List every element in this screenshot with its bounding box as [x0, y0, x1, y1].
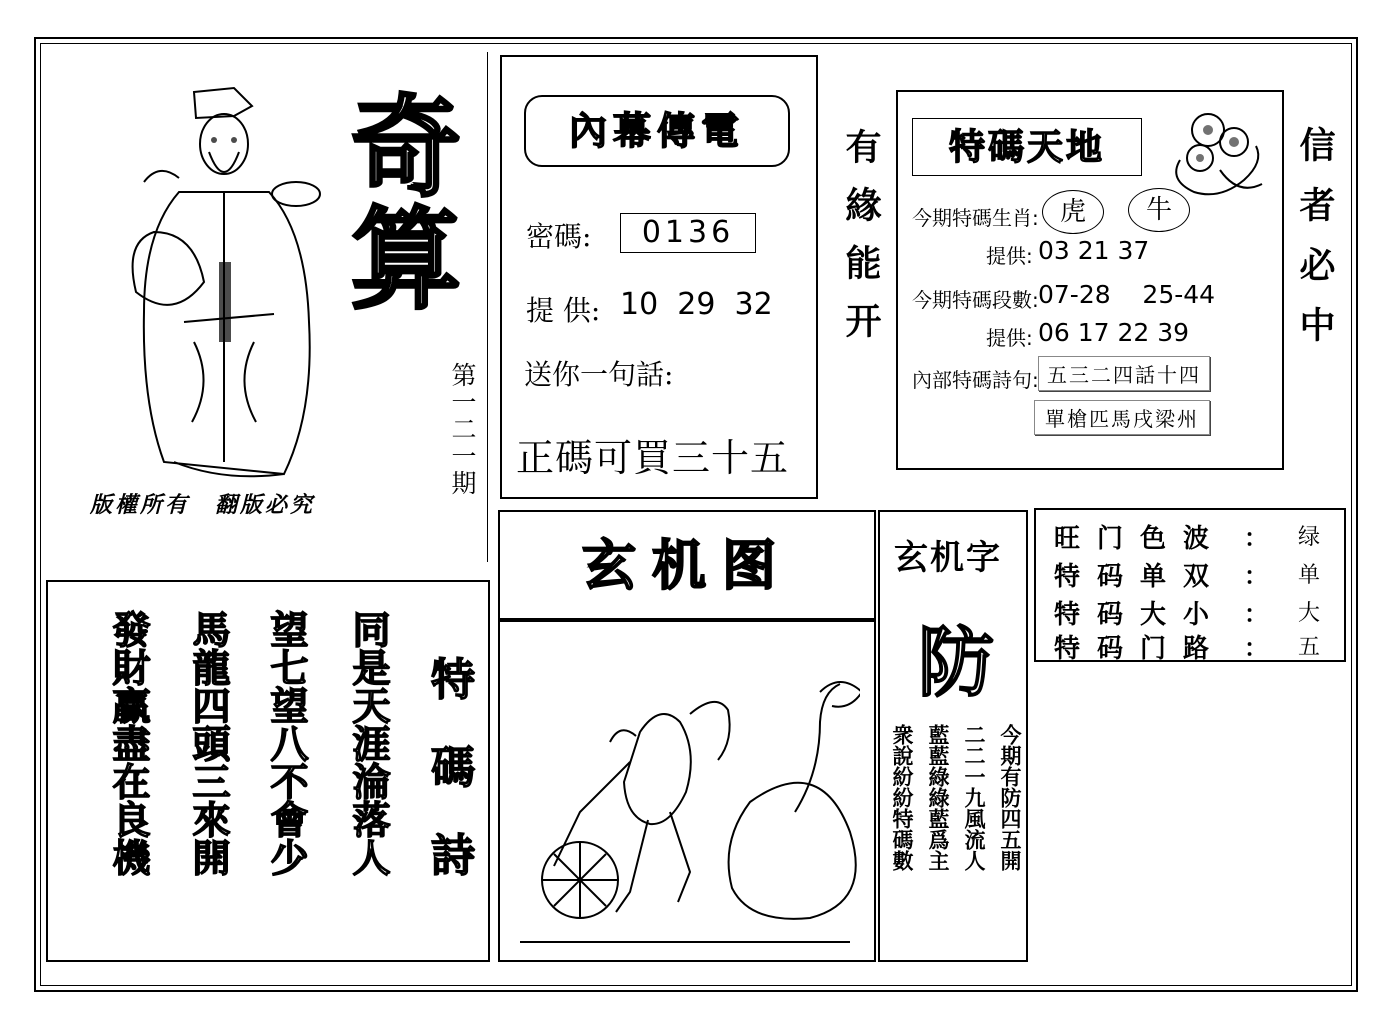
tema-poem-line-2: 單槍匹馬戌梁州: [1034, 400, 1210, 435]
segment-provide-label: 提供:: [986, 326, 1033, 350]
xuanji-tu-picture-panel: [498, 620, 876, 962]
zodiac-1: 虎: [1059, 197, 1086, 227]
zodiac-provide-numbers: 03 21 37: [1038, 236, 1150, 265]
xuanji-zi-char: 防: [918, 618, 994, 707]
xuanji-tu-title-panel: [498, 510, 876, 620]
fortune-god-illustration: [84, 82, 354, 492]
attr-value-2: 单: [1298, 563, 1321, 588]
attr-row-4: [1054, 628, 1340, 662]
attr-colon-3: ：: [1244, 599, 1268, 628]
zodiac-badge-1: [1042, 190, 1104, 234]
password-value: 0136: [620, 213, 756, 253]
attributes-panel: [1034, 508, 1346, 662]
issue-number: 第一二一期: [448, 362, 477, 497]
zodiac-label: 今期特碼生肖:: [912, 206, 1039, 230]
slogan-left: 有緣能开: [840, 128, 882, 360]
tema-title: 特碼天地: [912, 118, 1142, 176]
poem-panel: [46, 580, 490, 962]
zodiac-badge-2: [1128, 188, 1190, 232]
poem-title: 特碼詩: [423, 656, 474, 920]
provide-label: 提 供:: [526, 294, 601, 327]
xuanji-zi-col-3: 藍藍綠綠藍爲主: [926, 724, 951, 871]
attr-row-3: [1054, 594, 1340, 628]
poem-label: 內部特碼詩句:: [912, 368, 1039, 392]
copyright-text: 版權所有 翻版必究: [90, 492, 316, 518]
phrase-text: 正碼可買三十五: [516, 436, 790, 480]
tema-poem-line-1: 五三二四話十四: [1038, 356, 1210, 391]
xuanji-zi-col-4: 衆說紛紛特碼數: [890, 724, 915, 871]
xuanji-zi-col-1: 今期有防四五開: [998, 724, 1023, 871]
attr-value-1: 绿: [1298, 525, 1321, 550]
phrase-label: 送你一句話:: [524, 358, 674, 391]
xuanji-zi-columns: [886, 724, 1026, 956]
neimu-panel: [500, 55, 818, 499]
attr-row-1: [1054, 518, 1340, 552]
attr-label-4: 特码门路: [1054, 634, 1227, 664]
attr-value-4: 五: [1298, 635, 1321, 660]
attr-row-2: [1054, 556, 1340, 590]
zodiac-provide-label: 提供:: [986, 244, 1033, 268]
xuanji-zi-panel: [878, 510, 1028, 962]
zodiac-2: 牛: [1145, 195, 1172, 225]
slogan-right: 信者必中: [1294, 126, 1336, 366]
attr-colon-2: ：: [1244, 561, 1268, 590]
brand-char-2: 算: [351, 195, 461, 324]
poem-col-1: 同是天涯淪落人: [346, 610, 391, 876]
attr-label-1: 旺门色波: [1054, 524, 1227, 554]
top-left-panel: [46, 52, 488, 562]
segment-values: 07-28 25-44: [1038, 280, 1216, 309]
segment-provide-numbers: 06 17 22 39: [1038, 318, 1190, 347]
attr-colon-4: ：: [1244, 633, 1268, 662]
segment-label: 今期特碼段數:: [912, 288, 1039, 312]
brand-char-1: 奇: [351, 83, 461, 212]
rider-illustration: [520, 662, 860, 952]
xuanji-zi-title: 玄机字: [894, 538, 1002, 578]
provide-numbers: 10 29 32: [620, 287, 773, 322]
poem-col-2: 望七望八不會少: [264, 610, 309, 876]
attr-colon-1: ：: [1244, 523, 1268, 552]
neimu-title: 內幕傳電: [524, 95, 790, 167]
xuanji-tu-title: 玄机图: [582, 533, 792, 597]
attr-label-2: 特码单双: [1054, 562, 1227, 592]
poem-col-4: 發財贏盡在良機: [106, 610, 151, 876]
poem-col-3: 馬龍四頭三來開: [186, 610, 231, 876]
attr-label-3: 特码大小: [1054, 600, 1227, 630]
password-label: 密碼:: [526, 220, 592, 253]
xuanji-zi-col-2: 二二一九風流人: [962, 724, 987, 871]
attr-value-3: 大: [1298, 601, 1321, 626]
tema-panel: [896, 90, 1284, 470]
brand-title: [336, 83, 476, 324]
